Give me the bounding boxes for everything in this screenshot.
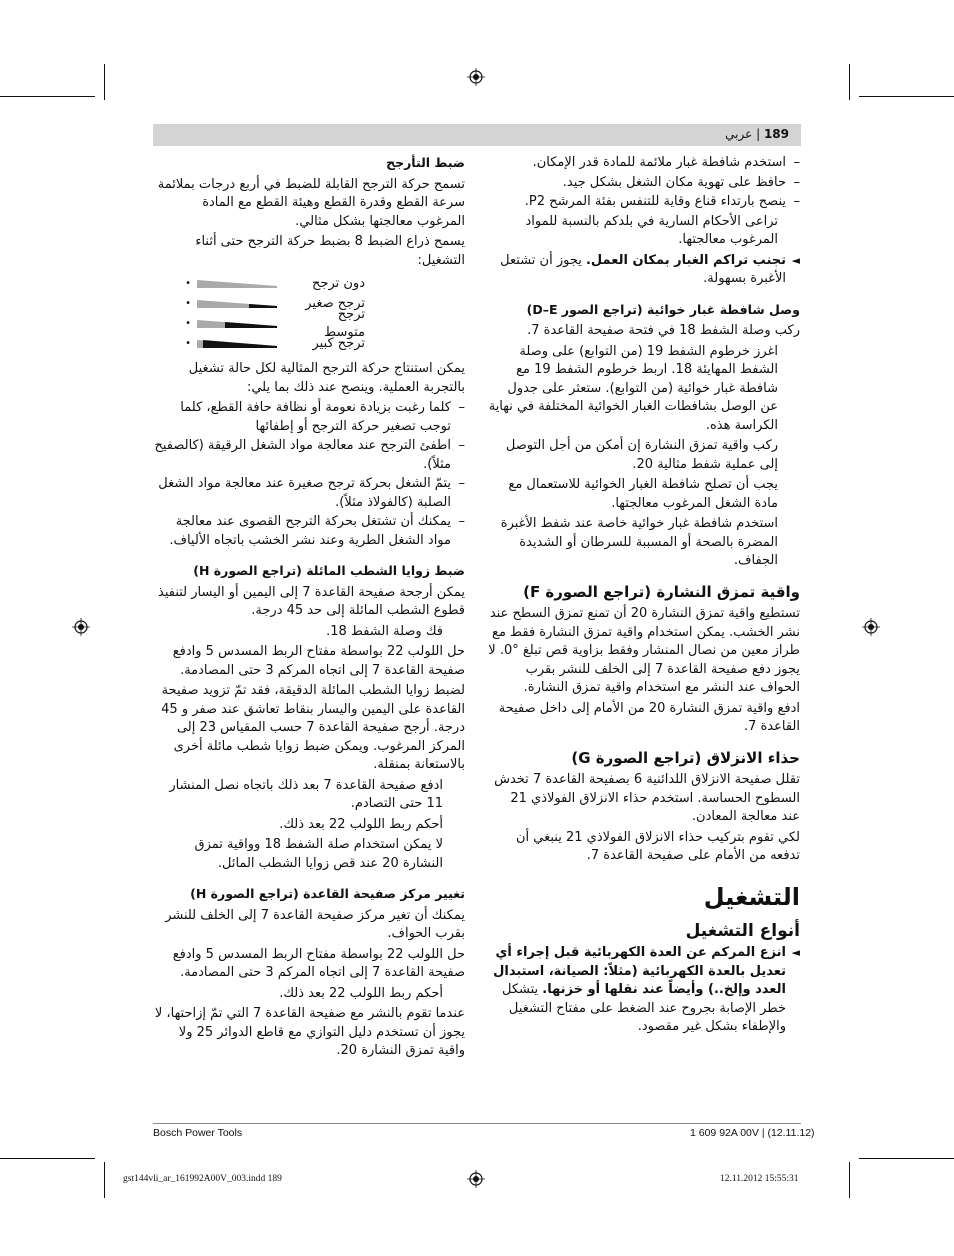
print-slug-date: 12.11.2012 15:55:31 [720,1174,799,1184]
section-heading: واقية تمزق النشارة (تراجع الصورة F) [523,582,800,601]
crop-mark [859,96,954,97]
page-header-bar [153,124,801,146]
pendulum-level-indicator-icon [197,319,277,329]
modes-warning [488,944,800,1037]
pendulum-level-label: ترجح كبير [312,335,365,351]
list-item: – استخدم شافطة غبار ملائمة للمادة قدر الإمكان. [488,154,800,173]
crop-mark [104,64,105,100]
pendulum-level-indicator-icon [197,339,277,349]
paragraph: اغرز خرطوم الشفط 19 (من التوابع) على وصلة الشفط المهايئة 18. اربط خرطوم الشفط 19 مع شافطة غبار خوائية (من التوابع). ستعثر على جدول عن الوصل بشافطات الغبار الخوائية المختلفة في نهاية الكراسة هذه. [488,343,778,433]
list-item: – يتمّ الشغل بحركة ترجح صغيرة عند معالجة مواد الشغل الصلبة (كالفولاذ مثلاً). [153,475,465,512]
section-heading: ضبط زوايا الشطب المائلة (تراجع الصورة H) [193,563,465,578]
crop-mark [849,1162,850,1198]
print-slug-file: gst144vli_ar_161992A00V_003.indd 189 [123,1174,282,1184]
pendulum-level-row [153,274,465,294]
paragraph: لا يمكن استخدام صلة الشفط 18 وواقية تمزق النشارة 20 عند قص زوايا الشطب المائل. [194,837,443,871]
paragraph: ادفع واقية تمزق النشارة 20 من الأمام إلى داخل صفيحة القاعدة 7. [498,700,800,734]
footer-brand: Bosch Power Tools [153,1127,243,1139]
crop-mark [849,64,850,100]
pendulum-levels [153,274,465,354]
section-heading: وصل شافطة غبار خوائية (تراجع الصور D–E) [526,301,800,317]
pendulum-level-row [153,306,465,340]
bullet-dot-icon: • [185,277,191,289]
bullet-dot-icon: • [185,317,191,329]
warning-bold: تجنب تراكم الغبار بمكان العمل. [585,252,786,268]
crop-mark [859,1158,954,1159]
paragraph: ركب وصلة الشفط 18 في فتحة صفيحة القاعدة 7. [527,323,800,338]
section-heading: حذاء الانزلاق (تراجع الصورة G) [571,748,800,767]
page-number: 189 [763,127,789,141]
paragraph: تستطيع واقية تمزق النشارة 20 أن تمنع تمزق السطح عند نشر الخشب. يمكن استخدام واقية تمزق النشارة فقط مع طراز معين من نصال المنشار وفقط بزاوية قص تبلغ °0. لا يجوز دفع صفيحة القاعدة 7 إلى الخلف للنشر بقرب الحواف عند النشر مع استخدام واقية تمزق النشارة. [488,606,800,695]
registration-mark-icon [72,618,90,636]
paragraph: لكي تقوم بتركيب حذاء الانزلاق الفولاذي 21 ينبغي أن تدفعه من الأمام على صفيحة القاعدة 7. [515,829,800,863]
paragraph: يسمح ذراع الضبط 8 بضبط حركة الترجح حتى أثناء التشغيل: [195,234,465,268]
paragraph: حل اللولب 22 بواسطة مفتاح الربط المسدس 5 وادفع صفيحة القاعدة 7 إلى اتجاه المركم 3 حتى المصادمة. [172,946,465,980]
list-item: – كلما رغبت بزيادة نعومة أو نظافة حافة القطع، كلما توجب تصغير حركة الترجح أو إطفائها [153,399,465,436]
paragraph: أحكم ربط اللولب 22 بعد ذلك. [279,985,443,1001]
triangle-bullet-icon: ◄ [791,253,800,267]
pendulum-level-label: ترجح متوسط [324,306,365,340]
paragraph: فك وصلة الشفط 18. [326,623,443,639]
paragraph: حل اللولب 22 بواسطة مفتاح الربط المسدس 5 وادفع صفيحة القاعدة 7 إلى اتجاه المركم 3 حتى المصادمة. [172,644,465,678]
section-heading: تغيير مركز صفيحة القاعدة (تراجع الصورة H) [190,886,465,901]
paragraph: يمكنك أن تغير مركز صفيحة القاعدة 7 إلى الخلف للنشر بقرب الحواف. [165,907,465,941]
page-language: عربي [725,127,753,141]
bullet-dot-icon: • [185,297,191,309]
dust-warning [488,252,800,289]
pendulum-level-label: ترجح صغير [305,295,365,311]
paragraph: أحكم ربط اللولب 22 بعد ذلك. [279,816,443,832]
section-heading: أنواع التشغيل [685,920,800,941]
warning-text: يجوز أن تشتعل الأغبرة بسهولة. [500,252,786,286]
paragraph: تسمح حركة الترجح القابلة للضبط في أربع درجات بملائمة سرعة القطع وقدرة القطع وهيئة القطع مع المادة المرغوب معالجتها بشكل مثالي. [157,176,465,229]
list-item: – اطفئ الترجح عند معالجة مواد الشغل الرقيقة (كالصفيح مثلاً). [153,437,465,474]
triangle-bullet-icon: ◄ [791,946,800,959]
left-column [153,154,465,1063]
paragraph: ركب واقية تمزق النشارة إن أمكن من أجل التوصل إلى عملية شفط مثالية 20. [505,438,778,472]
paragraph: تقلل صفيحة الانزلاق اللدائنية 6 بصفيحة القاعدة 7 تخدش السطوح الحساسة. استخدم حذاء الانزلاق الفولاذي 21 عند معالجة المعادن. [494,772,800,824]
list-item: – ينصح بارتداء قناع وقاية للتنفس بفئة المرشح P2. [488,193,800,212]
registration-mark-icon [467,1170,485,1188]
pendulum-level-indicator-icon [197,299,277,309]
paragraph: يمكن استنتاج حركة الترجح المثالية لكل حالة تشغيل بالتجربة العملية. وينصح عند ذلك بما يلي: [188,361,465,395]
warning-text: يتشكل خطر الإصابة بجروح عند الضغط على مفتاح التشغيل والإطفاء بشكل غير مقصود. [501,982,786,1034]
pendulum-level-row [153,334,465,354]
registration-mark-icon [467,68,485,86]
warning-bold: انزع المركم عن العدة الكهربائية قبل إجراء أي تعديل بالعدة الكهربائية (مثلاً: الصيانة، استبدال العدد وإلخ..) وأيضاً عند نقلها أو خزنها. [493,945,786,997]
paragraph: عندما تقوم بالنشر مع صفيحة القاعدة 7 التي تمّ إزاحتها، لا يجوز أن تستخدم دليل التوازي مع قاطع الدوائر 25 ولا واقية تمزق النشارة 20. [154,1006,465,1058]
crop-mark [104,1162,105,1198]
paragraph: يمكن أرجحة صفيحة القاعدة 7 إلى اليمين أو اليسار لتنفيذ قطوع الشطب المائلة إلى حد 45 درجة. [158,584,465,618]
list-item: – حافظ على تهوية مكان الشغل بشكل جيد. [488,174,800,193]
list-item: – يمكنك أن تشتغل بحركة الترجح القصوى عند معالجة مواد الشغل الطرية وعند نشر الخشب باتجاه الألياف. [153,513,465,550]
crop-mark [0,1158,95,1159]
section-heading: ضبط التأرجح [386,155,465,170]
paragraph: لضبط زوايا الشطب المائلة الدقيقة، فقد تمّ تزويد صفيحة القاعدة على اليمين واليسار بنقاط تعاشق عند صفر و 45 درجة. أرجح صفيحة القاعدة 7 حسب المقياس 23 إلى المركز المرغوب. ويمكن ضبط زوايا شطب مائلة أخرى بالاستعانة بمنقلة. [161,683,465,772]
paragraph: استخدم شافطة غبار خوائية خاصة عند شفط الأغبرة المضرة بالصحة أو المسببة للسرطان أو الشديدة الجفاف. [500,516,778,568]
pendulum-level-label: دون ترجح [312,275,365,291]
paragraph: يجب أن تصلح شافطة الغبار الخوائية للاستعمال مع مادة الشغل المرغوب معالجتها. [508,477,778,511]
regulations-note: تراعى الأحكام السارية في بلدكم بالنسبة للمواد المرغوب معالجتها. [525,213,778,247]
bullet-dot-icon: • [185,337,191,349]
page-header: 189 | عربي [725,127,789,141]
footer-divider [153,1123,801,1124]
paragraph: ادفع صفيحة القاعدة 7 بعد ذلك باتجاه نصل المنشار 11 حتى التصادم. [169,777,443,811]
footer-doc-id: 1 609 92A 00V | (12.11.12) [690,1127,815,1139]
pendulum-level-indicator-icon [197,279,277,289]
right-column [488,154,800,1038]
crop-mark [0,96,95,97]
chapter-title: التشغيل [703,882,800,911]
registration-mark-icon [862,618,880,636]
